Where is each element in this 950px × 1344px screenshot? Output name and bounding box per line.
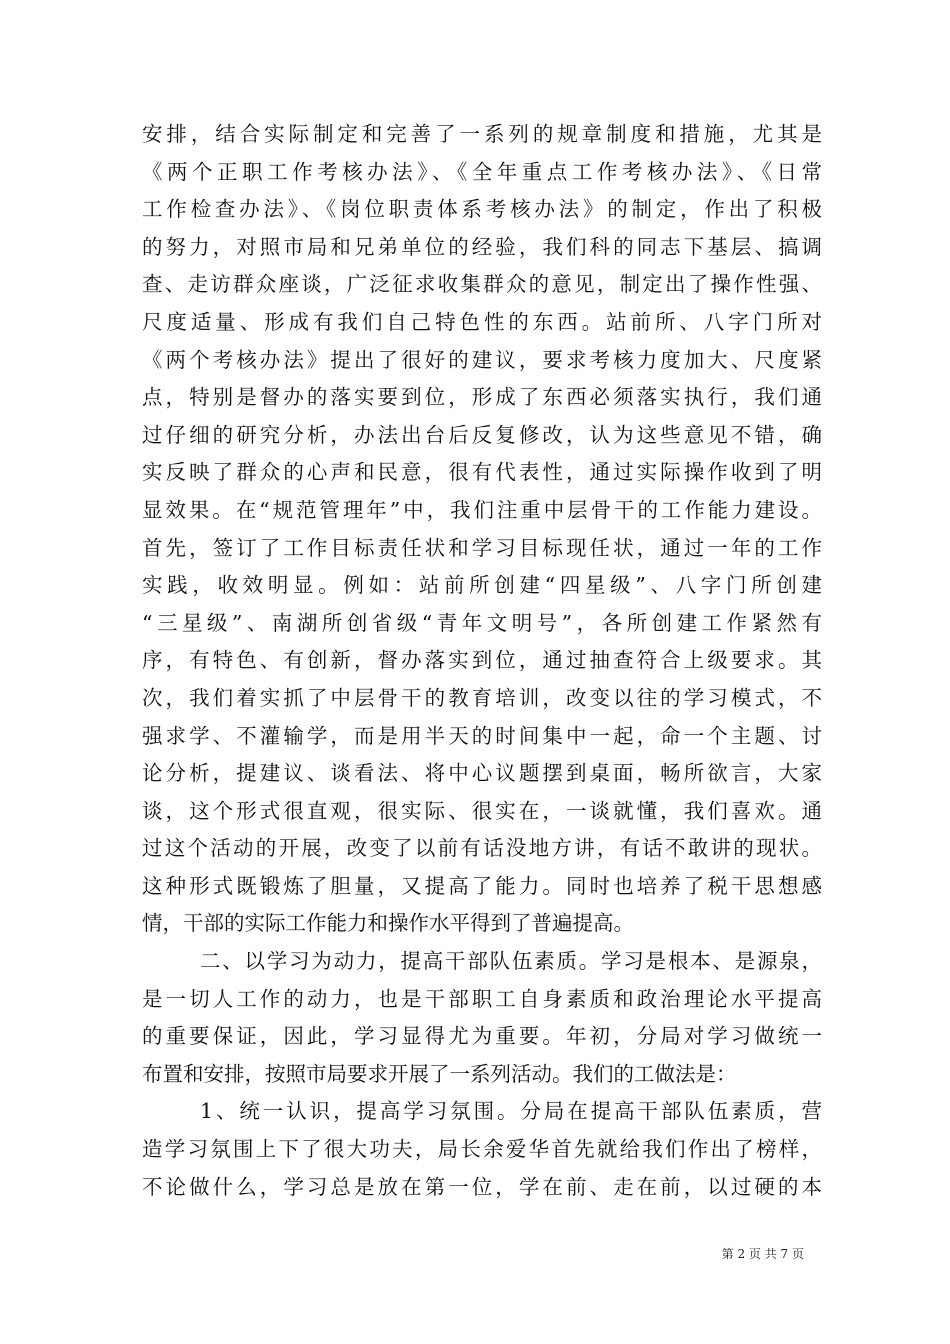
- text-line: 序，有特色、有创新，督办落实到位，通过抽查符合上级要求。其: [142, 648, 822, 673]
- text-line: 是一切人工作的动力，也是干部职工自身素质和政治理论水平提高: [142, 986, 822, 1011]
- document-body: [142, 116, 822, 1206]
- text-line: 过这个活动的开展，改变了以前有话没地方讲，有话不敢讲的现状。: [142, 836, 822, 861]
- text-line: “三星级”、南湖所创省级“青年文明号”，各所创建工作紧然有: [142, 610, 822, 635]
- text-line: 不论做什么，学习总是放在第一位，学在前、走在前，以过硬的本: [142, 1174, 822, 1199]
- text-line: 次，我们着实抓了中层骨干的教育培训，改变以往的学习模式，不: [142, 685, 822, 710]
- text-line: 查、走访群众座谈，广泛征求收集群众的意见，制定出了操作性强、: [142, 272, 822, 297]
- text-line: 这种形式既锻炼了胆量，又提高了能力。同时也培养了税干思想感: [142, 873, 822, 898]
- text-line: 过仔细的研究分析，办法出台后反复修改，认为这些意见不错，确: [142, 422, 822, 447]
- text-line: 实反映了群众的心声和民意，很有代表性，通过实际操作收到了明: [142, 460, 822, 485]
- text-line: 实践，收效明显。例如：站前所创建“四星级”、八字门所创建: [142, 573, 822, 598]
- text-line: 强求学、不灌输学，而是用半天的时间集中一起，命一个主题、讨: [142, 723, 822, 748]
- text-line: 的努力，对照市局和兄弟单位的经验，我们科的同志下基层、搞调: [142, 234, 822, 259]
- text-line: 安排，结合实际制定和完善了一系列的规章制度和措施，尤其是: [142, 122, 822, 146]
- text-line: 显效果。在“规范管理年”中，我们注重中层骨干的工作能力建设。: [142, 497, 822, 522]
- text-line: 《两个考核办法》提出了很好的建议，要求考核力度加大、尺度紧: [142, 347, 822, 372]
- text-line: 尺度适量、形成有我们自己特色性的东西。站前所、八字门所对: [142, 309, 822, 334]
- text-line: 论分析，提建议、谈看法、将中心议题摆到桌面，畅所欲言，大家: [142, 761, 822, 786]
- text-line: 工作检查办法》、《岗位职责体系考核办法》的制定，作出了积极: [142, 197, 822, 222]
- page-number: 第 2 页 共 7 页: [721, 1247, 804, 1261]
- text-line: 二、以学习为动力，提高干部队伍素质。学习是根本、是源泉，: [200, 949, 822, 974]
- text-line: 造学习氛围上下了很大功夫，局长余爱华首先就给我们作出了榜样，: [142, 1137, 822, 1162]
- text-line: 1、统一认识，提高学习氛围。分局在提高干部队伍素质，营: [200, 1099, 822, 1124]
- text-line: 的重要保证，因此，学习显得尤为重要。年初，分局对学习做统一: [142, 1024, 822, 1049]
- text-line: 谈，这个形式很直观，很实际、很实在，一谈就懂，我们喜欢。通: [142, 798, 822, 823]
- text-line: 点，特别是督办的落实要到位，形成了东西必须落实执行，我们通: [142, 385, 822, 410]
- text-line: 《两个正职工作考核办法》、《全年重点工作考核办法》、《日常: [142, 159, 822, 184]
- text-line: 首先，签订了工作目标责任状和学习目标现任状，通过一年的工作: [142, 535, 822, 560]
- text-line: 布置和安排，按照市局要求开展了一系列活动。我们的工做法是：: [142, 1061, 737, 1086]
- text-line: 情，干部的实际工作能力和操作水平得到了普遍提高。: [142, 911, 634, 936]
